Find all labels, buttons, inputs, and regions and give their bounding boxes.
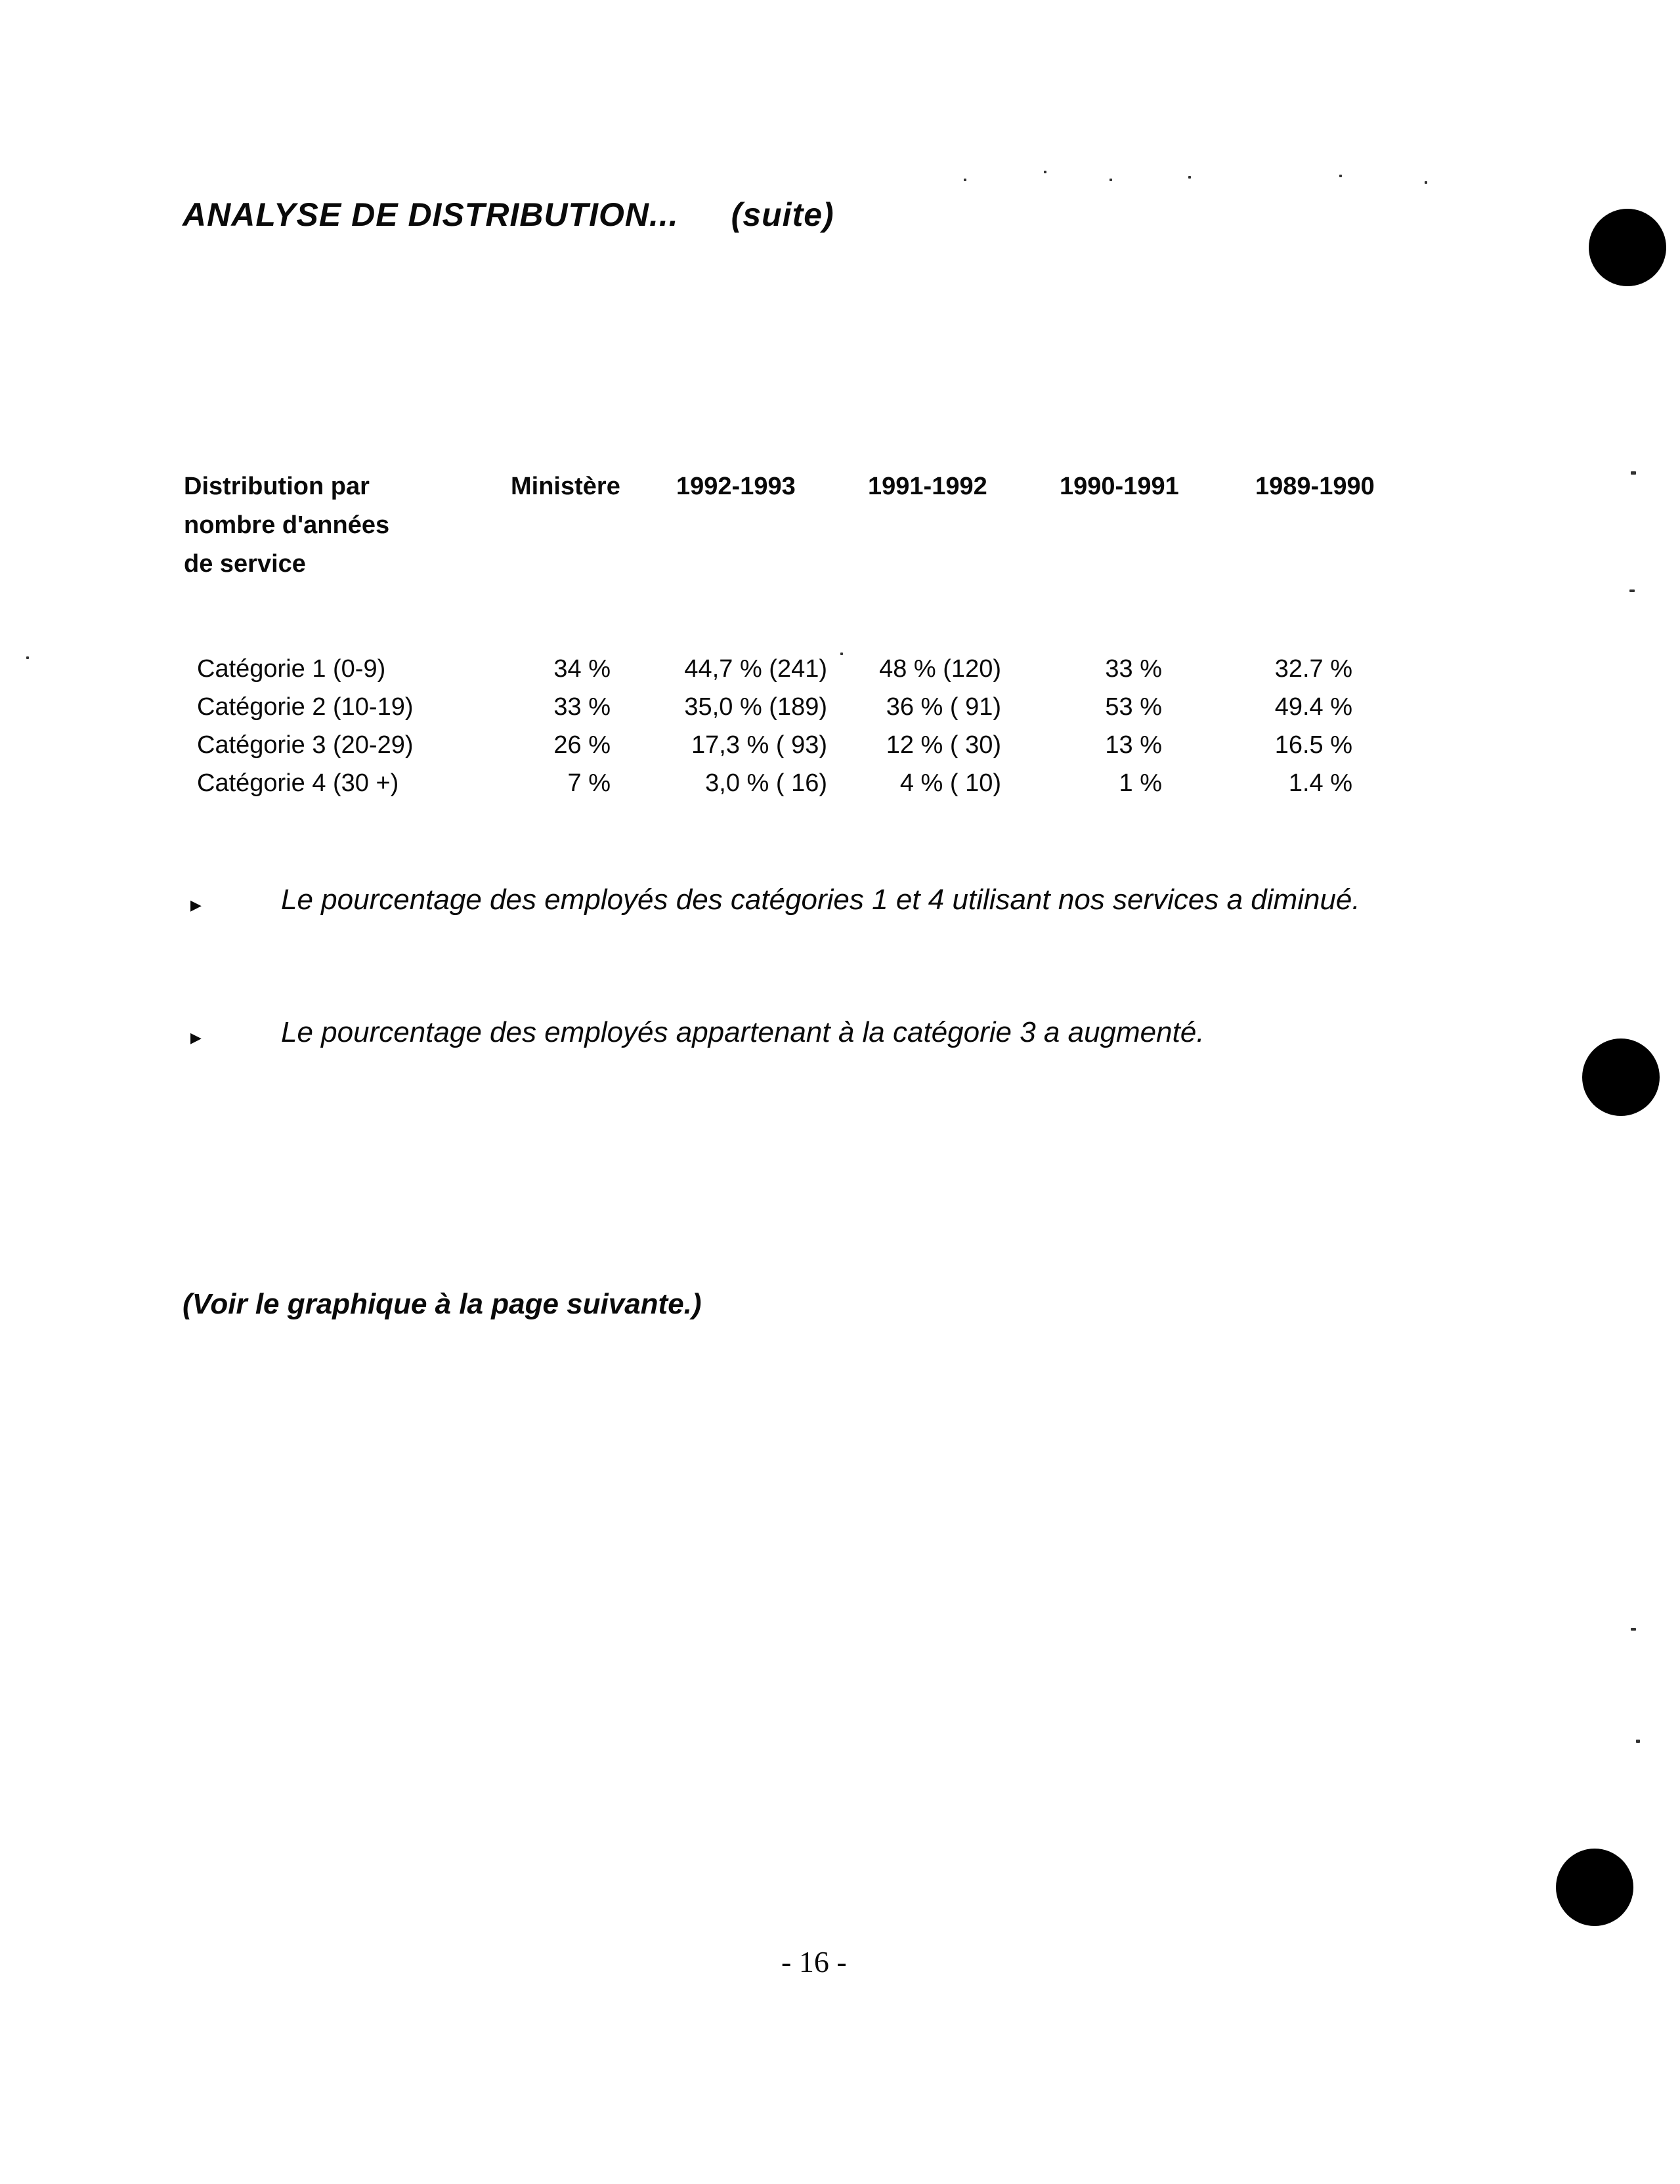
title-suite: (suite) <box>731 196 834 233</box>
cell-ministere: 7 % <box>567 769 611 797</box>
speck <box>1425 181 1427 184</box>
header-distribution-line2: nombre d'années <box>184 511 390 539</box>
speck <box>26 656 29 659</box>
header-distribution <box>184 467 389 584</box>
cell-1990-1991: 13 % <box>1105 731 1162 759</box>
header-1992-1993: 1992-1993 <box>676 473 796 500</box>
page-title <box>183 196 834 234</box>
row-label: Catégorie 2 (10-19) <box>197 693 414 721</box>
bullet-arrow-icon: ▶ <box>190 1029 202 1046</box>
speck <box>840 653 843 655</box>
cell-1989-1990: 1.4 % <box>1288 769 1352 797</box>
speck <box>1044 171 1046 173</box>
bullet-arrow-icon: ▶ <box>190 897 202 913</box>
header-1989-1990: 1989-1990 <box>1255 473 1375 500</box>
bullet-text: Le pourcentage des employés des catégories 1 et 4 utilisant nos services a diminué. <box>281 884 1360 916</box>
cell-1990-1991: 53 % <box>1105 693 1162 721</box>
header-ministere: Ministère <box>511 473 620 500</box>
punch-hole <box>1589 209 1666 286</box>
speck <box>1631 1628 1636 1631</box>
cell-ministere: 33 % <box>553 693 611 721</box>
speck <box>1629 589 1635 592</box>
cell-1992-1993: 3,0 % ( 16) <box>705 769 827 797</box>
speck <box>964 179 966 181</box>
cell-1989-1990: 49.4 % <box>1274 693 1352 721</box>
speck <box>1631 471 1636 475</box>
cell-ministere: 34 % <box>553 655 611 683</box>
cell-1991-1992: 4 % ( 10) <box>899 769 1001 797</box>
cell-1992-1993: 44,7 % (241) <box>684 655 827 683</box>
header-1990-1991: 1990-1991 <box>1060 473 1179 500</box>
cell-1992-1993: 17,3 % ( 93) <box>691 731 827 759</box>
title-main: ANALYSE DE DISTRIBUTION... <box>183 196 679 233</box>
punch-hole <box>1582 1038 1660 1116</box>
cell-1992-1993: 35,0 % (189) <box>684 693 827 721</box>
row-label: Catégorie 4 (30 +) <box>197 769 399 797</box>
header-distribution-line1: Distribution par <box>184 473 370 500</box>
row-label: Catégorie 1 (0-9) <box>197 655 386 683</box>
speck <box>1109 179 1112 181</box>
cell-1990-1991: 33 % <box>1105 655 1162 683</box>
header-distribution-line3: de service <box>184 550 306 578</box>
header-1991-1992: 1991-1992 <box>868 473 987 500</box>
cell-1989-1990: 16.5 % <box>1274 731 1352 759</box>
cell-1990-1991: 1 % <box>1119 769 1162 797</box>
cell-ministere: 26 % <box>553 731 611 759</box>
cell-1989-1990: 32.7 % <box>1274 655 1352 683</box>
speck <box>1339 175 1342 177</box>
row-label: Catégorie 3 (20-29) <box>197 731 414 759</box>
bullet-text: Le pourcentage des employés appartenant à la catégorie 3 a augmenté. <box>281 1016 1205 1048</box>
see-next-page-note: (Voir le graphique à la page suivante.) <box>183 1288 702 1320</box>
page-number: - 16 - <box>781 1945 847 1979</box>
speck <box>1636 1740 1640 1743</box>
punch-hole <box>1556 1849 1633 1926</box>
cell-1991-1992: 12 % ( 30) <box>886 731 1001 759</box>
speck <box>1188 176 1191 179</box>
cell-1991-1992: 48 % (120) <box>879 655 1001 683</box>
cell-1991-1992: 36 % ( 91) <box>886 693 1001 721</box>
